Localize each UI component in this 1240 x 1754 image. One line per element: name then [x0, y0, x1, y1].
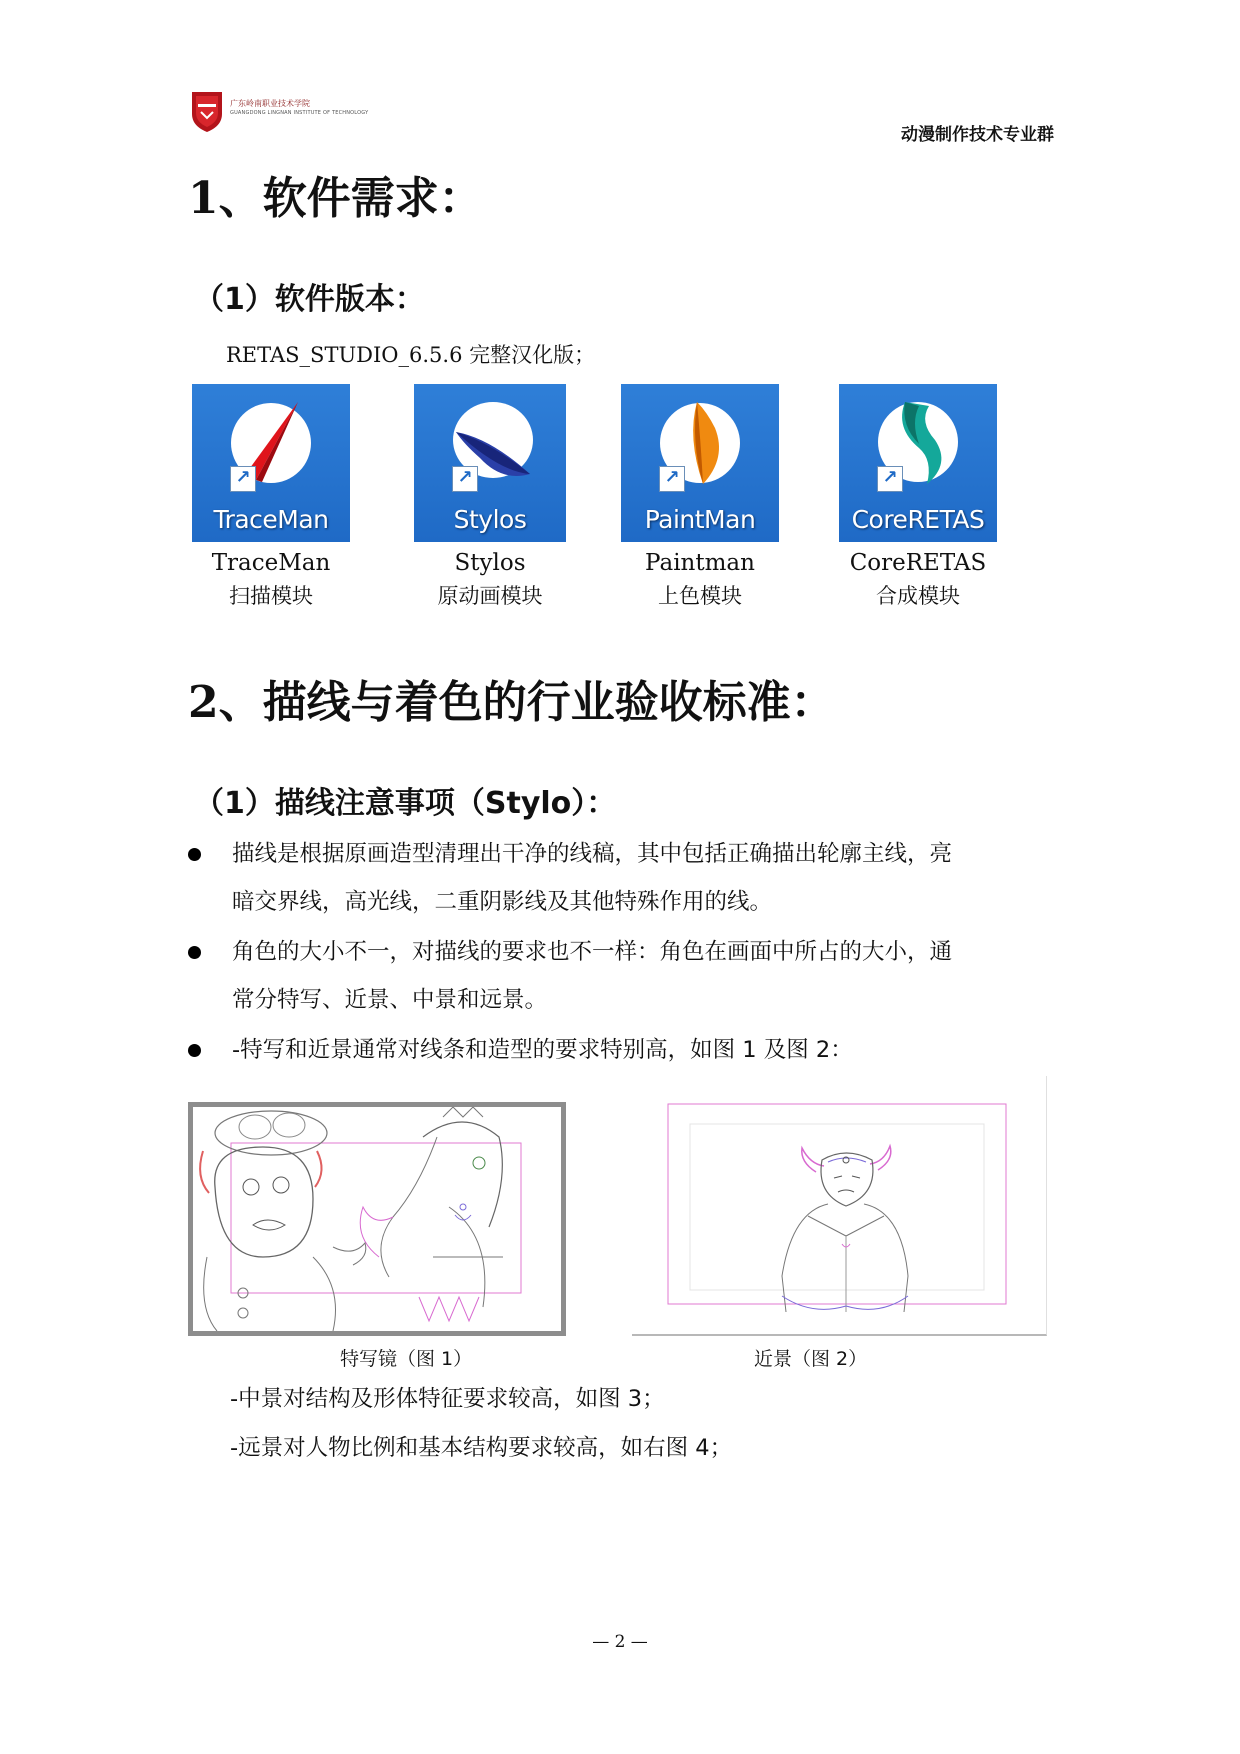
bullet-line: 角色的大小不一，对描线的要求也不一样：角色在画面中所占的大小，通	[232, 939, 953, 965]
coreretas-name: CoreRETAS	[849, 550, 987, 576]
note-line: -远景对人物比例和基本结构要求较高，如右图 4；	[230, 1435, 733, 1461]
bullet-item	[188, 830, 1048, 926]
paintman-desc: 上色模块	[658, 584, 742, 608]
section1-sub1-title: （1）软件版本：	[194, 282, 425, 317]
traceman-tile-label: TraceMan	[213, 505, 329, 534]
section2-title: 2、描线与着色的行业验收标准：	[188, 677, 835, 728]
stylos-app	[410, 384, 570, 610]
department-label: 动漫制作技术专业群	[901, 125, 1054, 145]
traceman-name: TraceMan	[211, 550, 331, 576]
coreretas-tile-label: CoreRETAS	[851, 505, 985, 534]
bullet-dot-icon	[188, 946, 201, 959]
school-logo	[190, 90, 369, 138]
bullet-dot-icon	[188, 1044, 201, 1057]
bullet-line: 描线是根据原画造型清理出干净的线稿，其中包括正确描出轮廓主线，亮	[232, 841, 953, 867]
section1-title: 1、软件需求：	[188, 173, 483, 224]
bullet-item	[188, 1026, 1048, 1074]
school-name-cn: 广东岭南职业技术学院	[230, 99, 310, 108]
figure-1-closeup	[188, 1102, 566, 1336]
paintman-tile-label: PaintMan	[644, 505, 756, 534]
stylos-name: Stylos	[454, 550, 526, 576]
medium-shot-lineart-illustration	[632, 1076, 1046, 1334]
shortcut-arrow-icon: ↗	[452, 466, 478, 492]
traceman-tile	[192, 384, 350, 542]
paintman-name: Paintman	[645, 550, 755, 576]
note-line: -中景对结构及形体特征要求较高，如图 3；	[230, 1386, 665, 1412]
paintman-app	[620, 384, 780, 610]
shortcut-arrow-icon: ↗	[877, 466, 903, 492]
bullet-line: 常分特写、近景、中景和远景。	[232, 987, 548, 1013]
coreretas-desc: 合成模块	[876, 584, 960, 608]
school-name-en: GUANGDONG LINGNAN INSTITUTE OF TECHNOLOGY	[230, 110, 369, 116]
closeup-lineart-illustration	[193, 1107, 561, 1331]
stylos-tile	[414, 384, 566, 542]
coreretas-tile	[839, 384, 997, 542]
shortcut-arrow-icon: ↗	[659, 466, 685, 492]
coreretas-app	[838, 384, 998, 610]
shortcut-arrow-icon: ↗	[230, 466, 256, 492]
paintman-tile	[621, 384, 779, 542]
section2-sub1-title: （1）描线注意事项（Stylo）：	[194, 786, 617, 821]
figure-2-caption: 近景（图 2）	[754, 1348, 868, 1370]
bullet-line: 暗交界线，高光线，二重阴影线及其他特殊作用的线。	[232, 889, 773, 915]
traceman-app	[191, 384, 351, 610]
bullet-item	[188, 928, 1048, 1024]
bullet-dot-icon	[188, 848, 201, 861]
software-version: RETAS_STUDIO_6.5.6 完整汉化版；	[226, 343, 596, 367]
stylos-tile-label: Stylos	[453, 505, 527, 534]
bullet-line: -特写和近景通常对线条和造型的要求特别高，如图 1 及图 2：	[232, 1037, 853, 1063]
traceman-desc: 扫描模块	[229, 584, 313, 608]
shield-logo-icon	[190, 90, 224, 134]
page-number: — 2 —	[592, 1632, 648, 1652]
stylos-desc: 原动画模块	[437, 584, 543, 608]
figure-1-caption: 特写镜（图 1）	[340, 1348, 473, 1370]
figure-2-medium-shot	[632, 1076, 1047, 1336]
